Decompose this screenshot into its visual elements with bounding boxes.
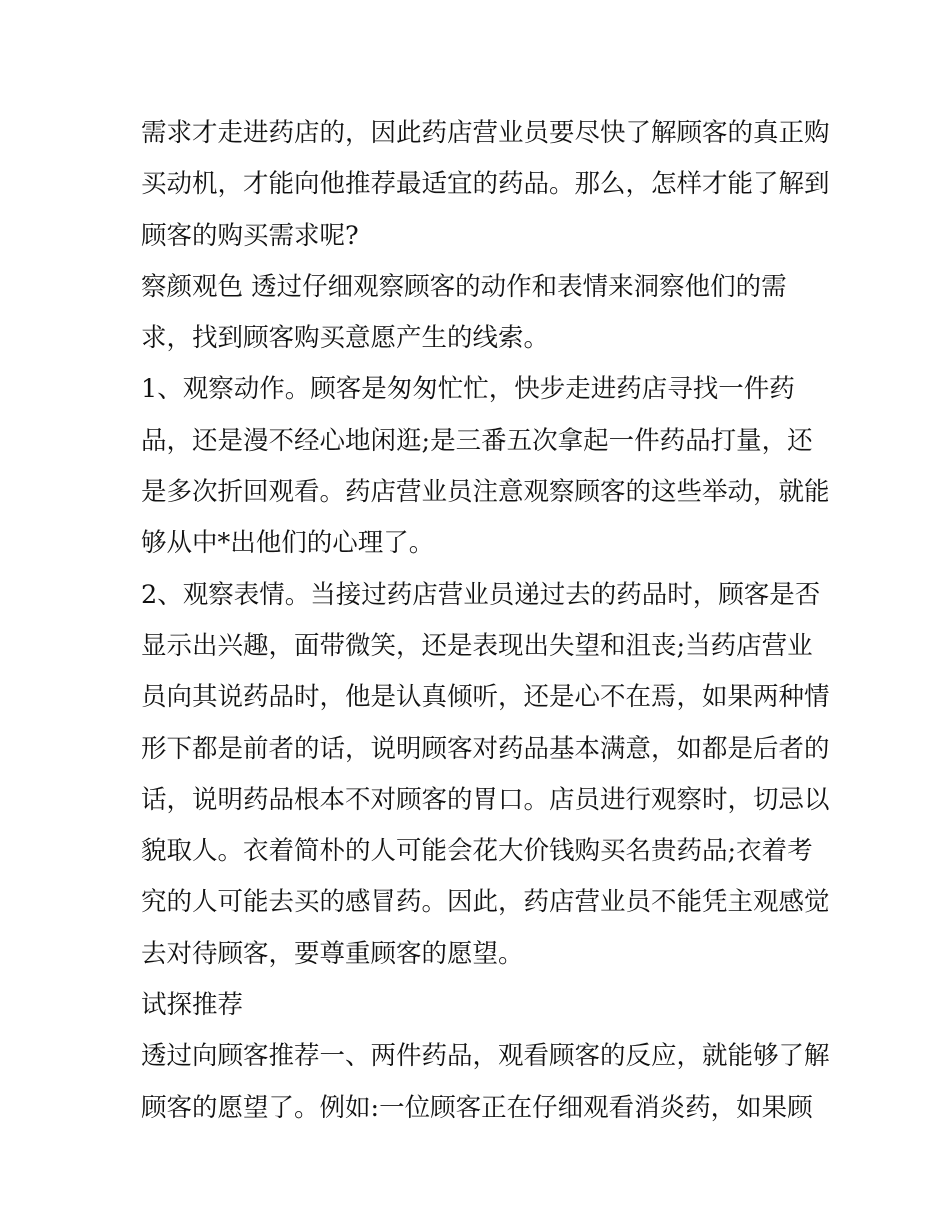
text-line: 话，说明药品根本不对顾客的胃口。店员进行观察时，切忌以 <box>141 784 830 815</box>
text-line: 需求才走进药店的，因此药店营业员要尽快了解顾客的真正购 <box>141 118 830 148</box>
text-line: 是多次折回观看。药店营业员注意观察顾客的这些举动，就能 <box>141 477 830 508</box>
text-line: 显示出兴趣，面带微笑，还是表现出失望和沮丧;当药店营业 <box>141 630 813 661</box>
text-line: 透过向顾客推荐一、两件药品，观看顾客的反应，就能够了解 <box>141 1041 830 1072</box>
document-body <box>141 108 830 1134</box>
text-line: 究的人可能去买的感冒药。因此，药店营业员不能凭主观感觉 <box>141 887 830 918</box>
text-line: 员向其说药品时，他是认真倾听，还是心不在焉，如果两种情 <box>141 682 830 713</box>
text-line: 1、观察动作。顾客是匆匆忙忙，快步走进药店寻找一件药 <box>141 374 795 405</box>
text-line: 够从中*出他们的心理了。 <box>141 528 435 559</box>
section-heading: 试探推荐 <box>141 990 244 1021</box>
text-line: 去对待顾客，要尊重顾客的愿望。 <box>141 938 524 969</box>
text-line: 顾客的愿望了。例如:一位顾客正在仔细观看消炎药，如果顾 <box>141 1092 813 1123</box>
text-line: 求，找到顾客购买意愿产生的线索。 <box>141 323 550 354</box>
text-line: 顾客的购买需求呢? <box>141 220 359 251</box>
text-line: 买动机，才能向他推荐最适宜的药品。那么，怎样才能了解到 <box>141 169 830 200</box>
text-line: 品，还是漫不经心地闲逛;是三番五次拿起一件药品打量，还 <box>141 425 813 456</box>
text-line: 貌取人。衣着简朴的人可能会花大价钱购买名贵药品;衣着考 <box>141 836 813 867</box>
text-line: 形下都是前者的话，说明顾客对药品基本满意，如都是后者的 <box>141 733 830 764</box>
text-line: 察颜观色 透过仔细观察顾客的动作和表情来洞察他们的需 <box>141 271 787 302</box>
text-line: 2、观察表情。当接过药店营业员递过去的药品时，顾客是否 <box>141 579 821 610</box>
